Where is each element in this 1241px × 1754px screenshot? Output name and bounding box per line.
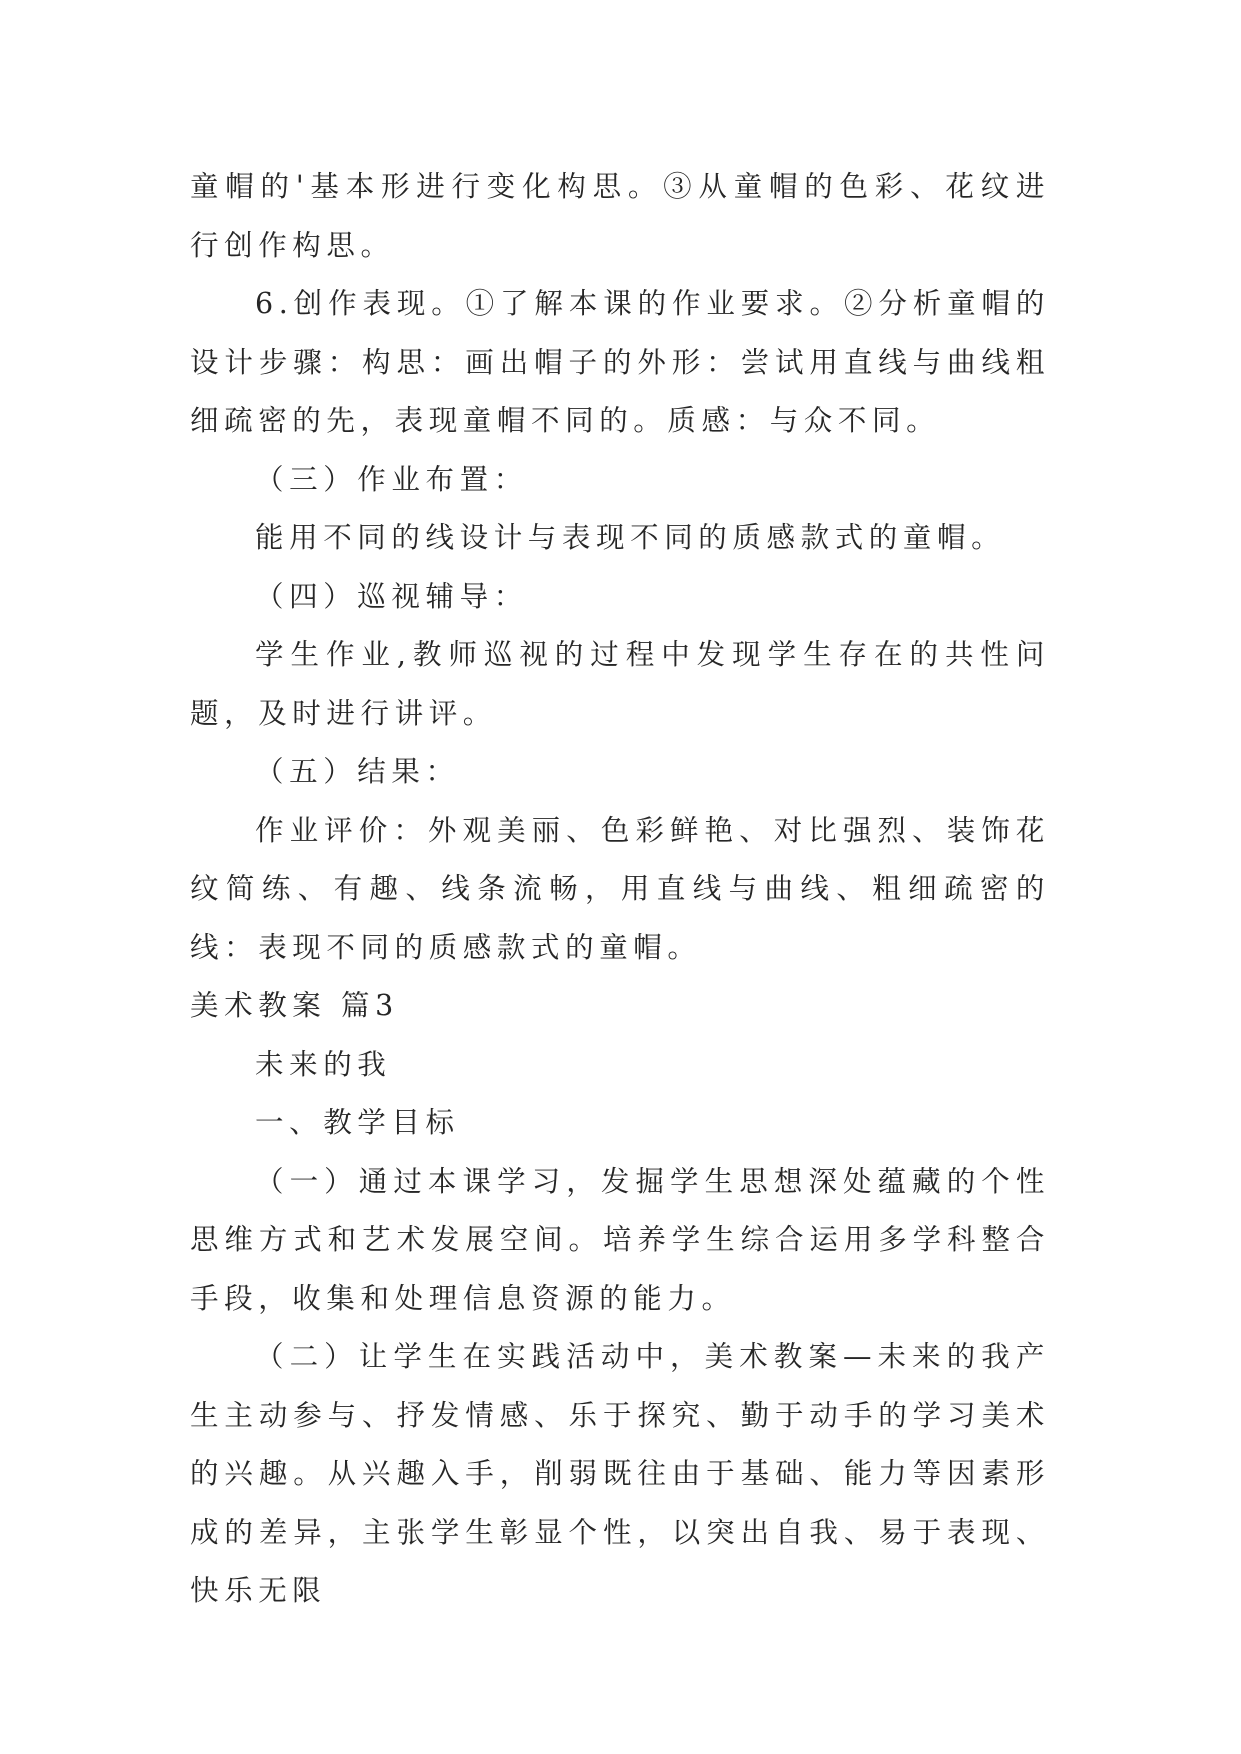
section-heading-guidance: （四）巡视辅导： [255, 579, 528, 613]
paragraph-5: 作业评价：外观美丽、色彩鲜艳、对比强烈、装饰花纹简练、有趣、线条流畅，用直线与曲线、粗细疏密的线：表现不同的质感款式的童帽。 [190, 813, 1050, 964]
lesson-subtitle: 未来的我 [255, 1047, 392, 1081]
section-heading-objectives: 一、教学目标 [255, 1106, 460, 1139]
section-heading-assignment: （三）作业布置： [255, 462, 528, 496]
paragraph-3: 能用不同的线设计与表现不同的质感款式的童帽。 [255, 521, 1006, 554]
section-heading-result: （五）结果： [255, 755, 460, 788]
paragraph-1: 童帽的'基本形进行变化构思。③从童帽的色彩、花纹进行创作构思。 [190, 170, 1050, 262]
paragraph-4: 学生作业,教师巡视的过程中发现学生存在的共性问题，及时进行讲评。 [190, 638, 1050, 730]
paragraph-2: 6.创作表现。①了解本课的作业要求。②分析童帽的设计步骤：构思：画出帽子的外形：尝试用直线与曲线粗细疏密的先，表现童帽不同的。质感：与众不同。 [190, 287, 1050, 437]
lesson-title: 美术教案 篇3 [190, 989, 399, 1022]
document-body [190, 158, 1050, 1621]
paragraph-7: （二）让学生在实践活动中，美术教案—未来的我产生主动参与、抒发情感、乐于探究、勤于动手的学习美术的兴趣。从兴趣入手，削弱既往由于基础、能力等因素形成的差异，主张学生彰显个性，以突出自我、易于表现、快乐无限 [190, 1340, 1050, 1607]
paragraph-6: （一）通过本课学习，发掘学生思想深处蕴藏的个性思维方式和艺术发展空间。培养学生综合运用多学科整合手段，收集和处理信息资源的能力。 [190, 1164, 1050, 1315]
